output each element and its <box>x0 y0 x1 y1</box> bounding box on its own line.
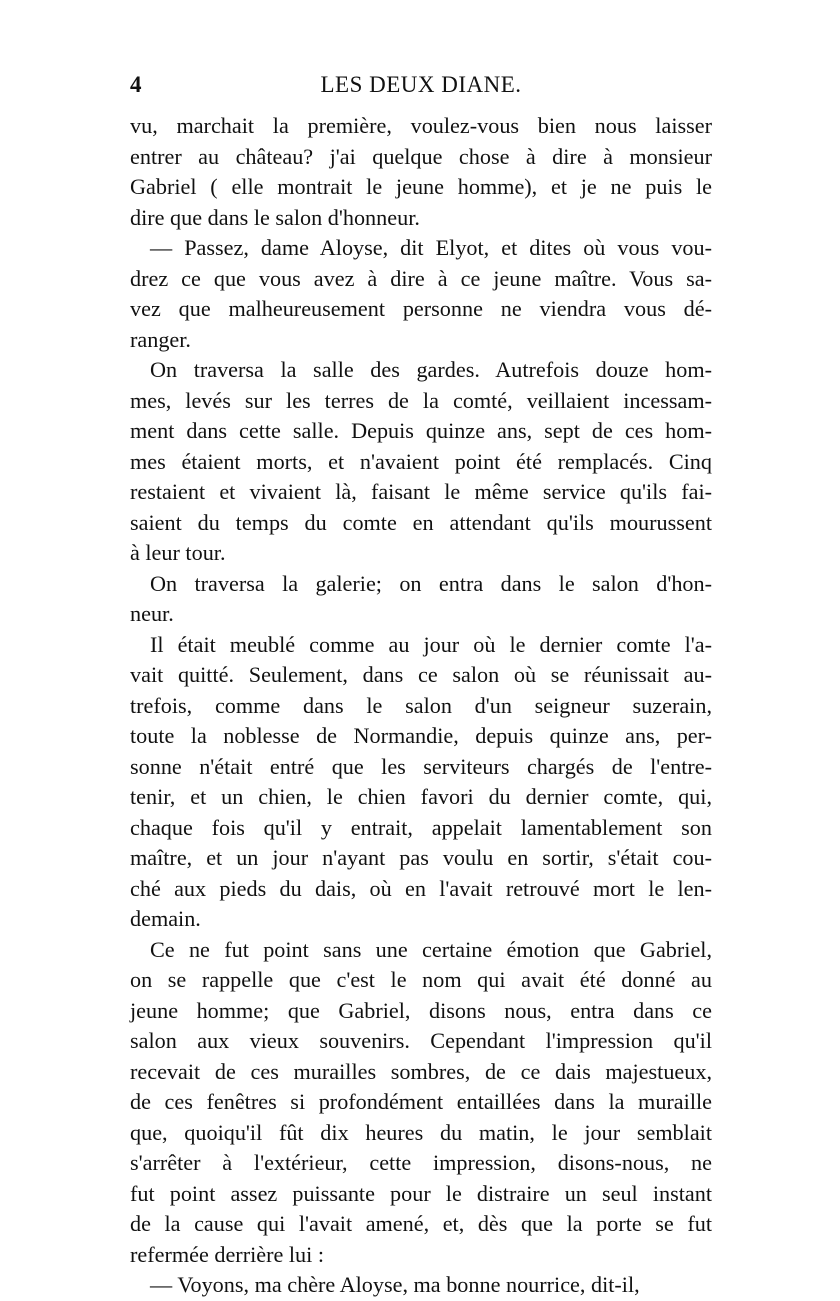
text-line: ment dans cette salle. Depuis quinze ans, sept de ces hom- <box>130 418 712 443</box>
text-line: à leur tour. <box>130 540 226 565</box>
text-line: drez ce que vous avez à dire à ce jeune maître. Vous sa- <box>130 265 712 291</box>
text-line: toute la noblesse de Normandie, depuis quinze ans, per- <box>130 723 712 748</box>
paragraph <box>130 355 712 569</box>
text-line: recevait de ces murailles sombres, de ce dais majestueux, <box>130 1058 712 1084</box>
paragraph <box>130 1270 712 1301</box>
text-line: jeune homme; que Gabriel, disons nous, entra dans ce <box>130 997 712 1023</box>
text-line: entrer au château? j'ai quelque chose à dire à monsieur <box>130 143 712 169</box>
paragraph <box>130 630 712 935</box>
paragraph <box>130 569 712 630</box>
text-line: mes, levés sur les terres de la comté, veillaient incessam- <box>130 387 712 413</box>
text-line: dire que dans le salon d'honneur. <box>130 204 420 230</box>
text-line: vu, marchait la première, voulez-vous bien nous laisser <box>130 113 712 138</box>
page-number: 4 <box>130 72 142 97</box>
text-line: Ce ne fut point sans une certaine émotion que Gabriel, <box>150 936 712 962</box>
text-line: tenir, et un chien, le chien favori du dernier comte, qui, <box>130 784 712 809</box>
text-line: s'arrêter à l'extérieur, cette impression, disons-nous, ne <box>130 1150 712 1175</box>
body-text <box>130 111 712 1301</box>
page-header <box>130 72 712 102</box>
text-line: On traversa la galerie; on entra dans le salon d'hon- <box>150 570 712 596</box>
text-line: restaient et vivaient là, faisant le même service qu'ils fai- <box>130 479 712 504</box>
text-line: fut point assez puissante pour le distraire un seul instant <box>130 1180 712 1206</box>
text-line: ché aux pieds du dais, où en l'avait retrouvé mort le len- <box>130 875 712 901</box>
text-line: salon aux vieux souvenirs. Cependant l'impression qu'il <box>130 1028 712 1053</box>
paragraph <box>130 233 712 355</box>
text-line: — Passez, dame Aloyse, dit Elyot, et dites où vous vou- <box>150 235 712 260</box>
paragraph <box>130 935 712 1271</box>
text-line: — Voyons, ma chère Aloyse, ma bonne nourrice, dit-il, <box>150 1272 640 1297</box>
text-line: on se rappelle que c'est le nom qui avait été donné au <box>130 967 712 992</box>
text-line: Gabriel ( elle montrait le jeune homme), et je ne puis le <box>130 174 712 199</box>
text-line: vait quitté. Seulement, dans ce salon où se réunissait au- <box>130 662 712 687</box>
running-title: LES DEUX DIANE. <box>320 72 522 97</box>
text-line: sonne n'était entré que les serviteurs chargés de l'entre- <box>130 753 712 779</box>
text-line: On traversa la salle des gardes. Autrefois douze hom- <box>150 357 712 382</box>
text-line: que, quoiqu'il fût dix heures du matin, le jour semblait <box>130 1119 712 1145</box>
text-line: de ces fenêtres si profondément entaillées dans la muraille <box>130 1089 712 1114</box>
text-line: neur. <box>130 601 174 626</box>
text-line: vez que malheureusement personne ne viendra vous dé- <box>130 296 712 321</box>
text-line: ranger. <box>130 326 191 352</box>
text-line: maître, et un jour n'ayant pas voulu en sortir, s'était cou- <box>130 845 712 870</box>
text-line: de la cause qui l'avait amené, et, dès que la porte se fut <box>130 1211 712 1236</box>
text-line: chaque fois qu'il y entrait, appelait lamentablement son <box>130 814 712 840</box>
text-line: saient du temps du comte en attendant qu'ils mourussent <box>130 509 712 535</box>
text-line: demain. <box>130 906 201 931</box>
text-line: mes étaient morts, et n'avaient point été remplacés. Cinq <box>130 448 712 474</box>
text-line: trefois, comme dans le salon d'un seigneur suzerain, <box>130 692 712 718</box>
text-line: Il était meublé comme au jour où le dernier comte l'a- <box>150 631 712 657</box>
text-line: refermée derrière lui : <box>130 1241 325 1267</box>
paragraph <box>130 111 712 233</box>
